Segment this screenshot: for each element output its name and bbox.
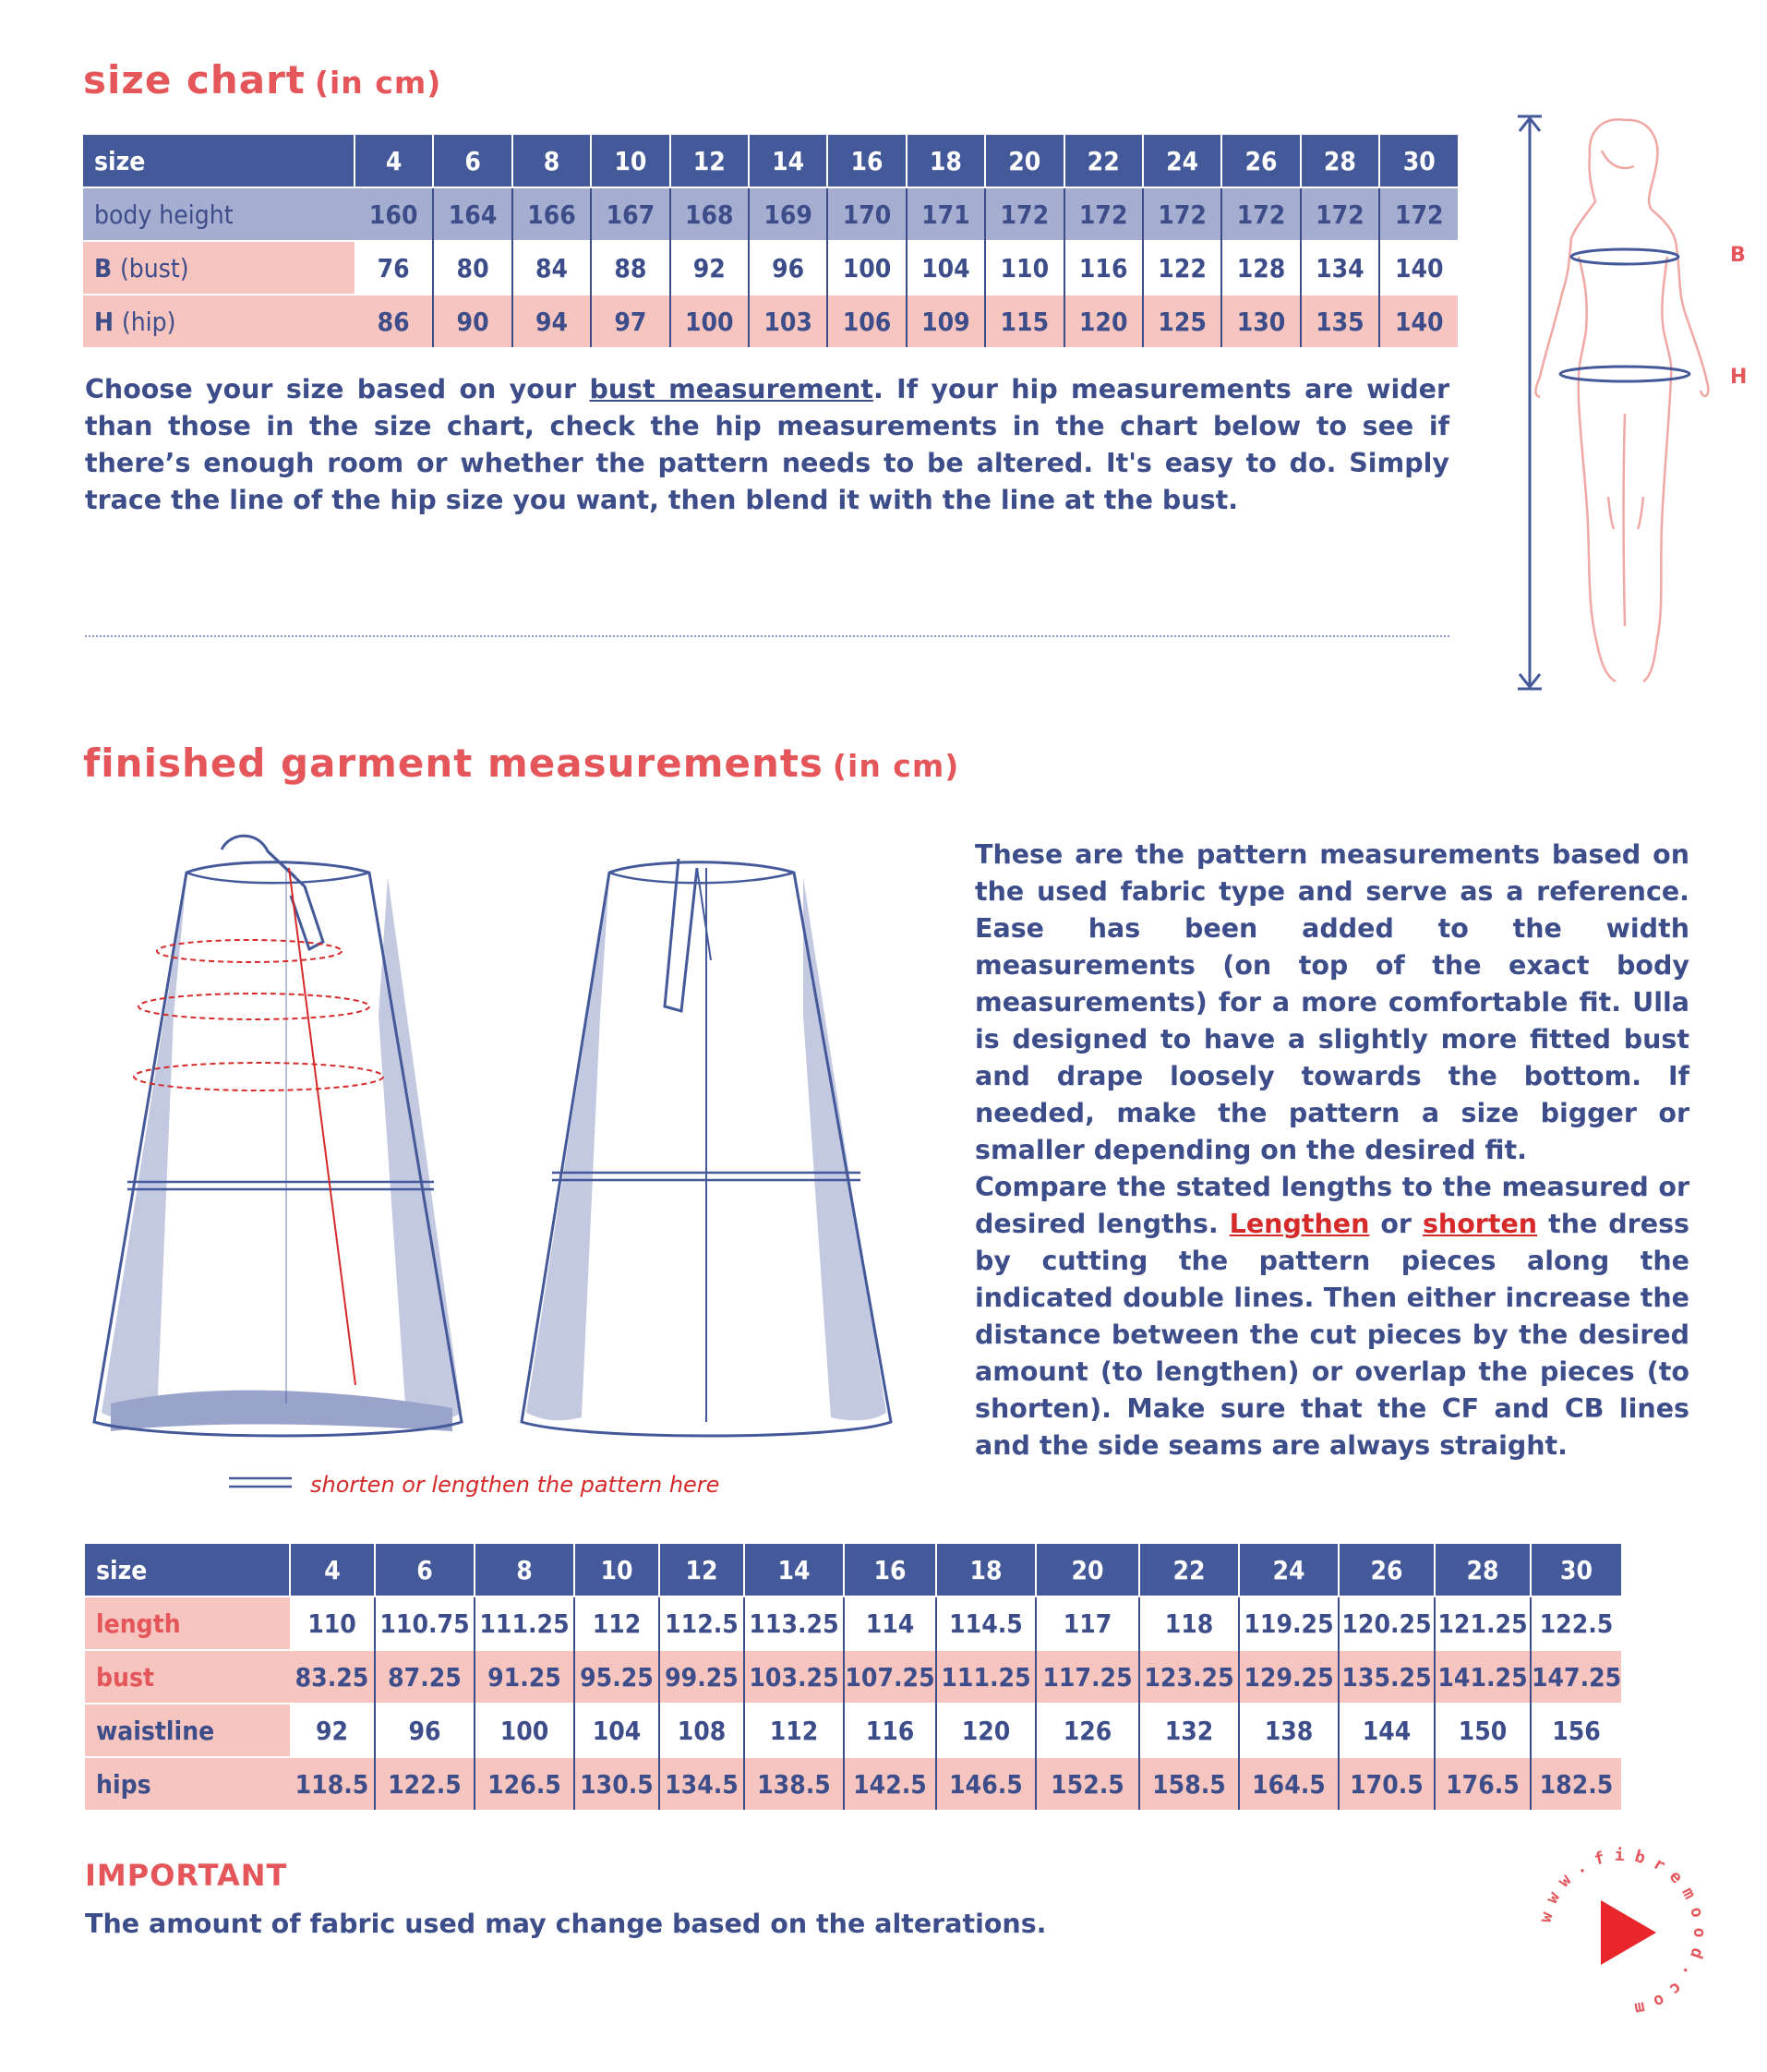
cell: 171 (907, 187, 985, 241)
cell: 147.25 (1531, 1650, 1621, 1704)
size-col: 6 (375, 1544, 475, 1596)
cell: 122 (1143, 241, 1221, 295)
cell: 83.25 (290, 1650, 375, 1704)
cell: 167 (591, 187, 669, 241)
cell: 112 (574, 1596, 659, 1650)
size-col: 8 (512, 135, 591, 187)
cell: 76 (355, 241, 433, 295)
row-label-main: B (94, 252, 113, 283)
row-label (83, 295, 355, 347)
cell: 134.5 (659, 1757, 744, 1810)
cell: 107.25 (844, 1650, 936, 1704)
cell: 120.25 (1339, 1596, 1435, 1650)
size-col: 20 (985, 135, 1064, 187)
cell: 152.5 (1036, 1757, 1139, 1810)
cell: 170.5 (1339, 1757, 1435, 1810)
garment-table (85, 1544, 1621, 1810)
cell: 86 (355, 295, 433, 347)
cell: 158.5 (1139, 1757, 1239, 1810)
cell: 119.25 (1239, 1596, 1339, 1650)
cell: 120 (1064, 295, 1143, 347)
cell: 164 (433, 187, 511, 241)
size-col: 28 (1301, 135, 1379, 187)
bust-line (1571, 249, 1678, 264)
cell: 138.5 (744, 1757, 844, 1810)
logo-text: www.fibremood.com (1535, 1845, 1710, 2020)
hips-row (85, 1757, 1621, 1810)
row-label: length (85, 1596, 290, 1650)
fibremood-logo[interactable] (1525, 1836, 1719, 2030)
para2-text: or (1369, 1209, 1423, 1239)
cell: 146.5 (936, 1757, 1036, 1810)
waistline-row (85, 1704, 1621, 1757)
cell: 110 (985, 241, 1064, 295)
cell: 92 (670, 241, 749, 295)
cell: 169 (749, 187, 827, 241)
cell: 116 (1064, 241, 1143, 295)
cell: 182.5 (1531, 1757, 1621, 1810)
lengthen-link[interactable]: Lengthen (1229, 1209, 1370, 1239)
size-col: 22 (1064, 135, 1143, 187)
size-col: 14 (749, 135, 827, 187)
cell: 176.5 (1435, 1757, 1531, 1810)
row-label: bust (85, 1650, 290, 1704)
size-col: 28 (1435, 1544, 1531, 1596)
cell: 135.25 (1339, 1650, 1435, 1704)
section-divider (85, 635, 1449, 637)
cell: 117 (1036, 1596, 1139, 1650)
cell: 113.25 (744, 1596, 844, 1650)
cell: 126 (1036, 1704, 1139, 1757)
cell: 118.5 (290, 1757, 375, 1810)
cell: 100 (827, 241, 906, 295)
cell: 115 (985, 295, 1064, 347)
cell: 96 (749, 241, 827, 295)
cell: 140 (1379, 295, 1458, 347)
size-col: 16 (844, 1544, 936, 1596)
cell: 140 (1379, 241, 1458, 295)
garment-header-row (85, 1544, 1621, 1596)
cell: 172 (1301, 187, 1379, 241)
size-header-label: size (83, 135, 355, 187)
cell: 99.25 (659, 1650, 744, 1704)
hip-row (83, 295, 1458, 347)
cell: 84 (512, 241, 591, 295)
para2-text: Compare the stated lengths to the measured or desired lengths. (975, 1172, 1689, 1239)
cell: 92 (290, 1704, 375, 1757)
dress-back-drawing (517, 831, 914, 1440)
row-label-main: H (94, 306, 114, 337)
size-col: 8 (475, 1544, 574, 1596)
size-col: 18 (936, 1544, 1036, 1596)
cell: 122.5 (1531, 1596, 1621, 1650)
hip-marker-label: H (1730, 366, 1748, 389)
cell: 104 (574, 1704, 659, 1757)
cell: 134 (1301, 241, 1379, 295)
size-col: 20 (1036, 1544, 1139, 1596)
cell: 120 (936, 1704, 1036, 1757)
cell: 97 (591, 295, 669, 347)
cell: 126.5 (475, 1757, 574, 1810)
size-col: 12 (670, 135, 749, 187)
cell: 130 (1221, 295, 1300, 347)
cell: 108 (659, 1704, 744, 1757)
body-height-row (83, 187, 1458, 241)
size-chart-table (83, 135, 1458, 347)
cell: 95.25 (574, 1650, 659, 1704)
size-col: 30 (1379, 135, 1458, 187)
size-col: 10 (574, 1544, 659, 1596)
size-advice-text: Choose your size based on your (85, 374, 590, 404)
cell: 172 (1143, 187, 1221, 241)
cell: 87.25 (375, 1650, 475, 1704)
cell: 117.25 (1036, 1650, 1139, 1704)
cell: 104 (907, 241, 985, 295)
cell: 168 (670, 187, 749, 241)
body-outline (1535, 119, 1708, 681)
para2-text: the dress by cutting the pattern pieces along the indicated double lines. Then either increase the distance between the cut pieces by the desired amount (to lengthen) or overlap the pieces (to shorten). Make sure that the CF and CB lines and the side seams are always straight. (975, 1209, 1689, 1461)
body-figure (1505, 109, 1736, 700)
size-col: 26 (1339, 1544, 1435, 1596)
size-col: 4 (355, 135, 433, 187)
cell: 103 (749, 295, 827, 347)
cell: 94 (512, 295, 591, 347)
cell: 110 (290, 1596, 375, 1650)
cell: 114.5 (936, 1596, 1036, 1650)
cell: 156 (1531, 1704, 1621, 1757)
size-advice-text-cont: . If your hip measurements are wider than those in the size chart, check the hip measurements in the chart below to see if there’s enough room or whether the pattern needs to be altered. It's easy to do. Simply trace the line of the hip size you want, then blend it with the line at the bust. (85, 374, 1449, 515)
cell: 138 (1239, 1704, 1339, 1757)
cell: 172 (1064, 187, 1143, 241)
cell: 132 (1139, 1704, 1239, 1757)
size-col: 16 (827, 135, 906, 187)
cell: 103.25 (744, 1650, 844, 1704)
important-title: IMPORTANT (85, 1858, 288, 1893)
size-col: 6 (433, 135, 511, 187)
cell: 164.5 (1239, 1757, 1339, 1810)
size-col: 4 (290, 1544, 375, 1596)
row-label (83, 241, 355, 295)
important-text: The amount of fabric used may change based on the alterations. (85, 1909, 1047, 1939)
cell: 130.5 (574, 1757, 659, 1810)
size-col: 24 (1239, 1544, 1339, 1596)
play-icon (1601, 1900, 1656, 1965)
cell: 116 (844, 1704, 936, 1757)
size-col: 30 (1531, 1544, 1621, 1596)
cell: 166 (512, 187, 591, 241)
cell: 129.25 (1239, 1650, 1339, 1704)
cell: 114 (844, 1596, 936, 1650)
size-col: 14 (744, 1544, 844, 1596)
cell: 111.25 (475, 1596, 574, 1650)
length-row (85, 1596, 1621, 1650)
size-header-label: size (85, 1544, 290, 1596)
cell: 80 (433, 241, 511, 295)
shorten-link[interactable]: shorten (1422, 1209, 1538, 1239)
cell: 109 (907, 295, 985, 347)
cell: 172 (985, 187, 1064, 241)
size-col: 22 (1139, 1544, 1239, 1596)
size-col: 10 (591, 135, 669, 187)
cell: 100 (670, 295, 749, 347)
cell: 96 (375, 1704, 475, 1757)
bust-measurement-link[interactable]: bust measurement (589, 374, 873, 404)
garment-heading (83, 741, 959, 786)
cell: 142.5 (844, 1757, 936, 1810)
size-chart-header-row (83, 135, 1458, 187)
cell: 110.75 (375, 1596, 475, 1650)
size-chart-title: size chart (83, 57, 306, 102)
dress-front-drawing (83, 831, 480, 1440)
cell: 123.25 (1139, 1650, 1239, 1704)
cell: 150 (1435, 1704, 1531, 1757)
cell: 111.25 (936, 1650, 1036, 1704)
size-chart-heading (83, 57, 441, 102)
double-line-legend-icon (227, 1474, 294, 1492)
cell: 172 (1221, 187, 1300, 241)
bust-row (83, 241, 1458, 295)
size-chart-unit: (in cm) (314, 65, 442, 101)
row-label: body height (83, 187, 355, 241)
cell: 91.25 (475, 1650, 574, 1704)
cell: 144 (1339, 1704, 1435, 1757)
size-col: 18 (907, 135, 985, 187)
legend-text: shorten or lengthen the pattern here (310, 1472, 720, 1498)
row-label-sub: (hip) (121, 306, 176, 337)
cell: 121.25 (1435, 1596, 1531, 1650)
cell: 125 (1143, 295, 1221, 347)
cell: 112.5 (659, 1596, 744, 1650)
cell: 160 (355, 187, 433, 241)
bust-marker-label: B (1730, 244, 1746, 267)
garment-paragraph-2 (975, 1169, 1689, 1464)
cell: 100 (475, 1704, 574, 1757)
garment-title: finished garment measurements (83, 741, 823, 786)
size-col: 26 (1221, 135, 1300, 187)
garment-paragraph-1: These are the pattern measurements based on the used fabric type and serve as a reference. Ease has been added to the width measurements (on top of the exact body measurements) for a more comfortable fit. Ulla is designed to have a slightly more fitted bust and drape loosely towards the bottom. If needed, make the pattern a size bigger or smaller depending on the desired fit. (975, 839, 1689, 1165)
cell: 106 (827, 295, 906, 347)
cell: 88 (591, 241, 669, 295)
cell: 90 (433, 295, 511, 347)
height-arrow (1518, 116, 1542, 689)
cell: 141.25 (1435, 1650, 1531, 1704)
cell: 112 (744, 1704, 844, 1757)
size-advice-paragraph (85, 371, 1449, 519)
row-label-sub: (bust) (119, 252, 189, 283)
cell: 128 (1221, 241, 1300, 295)
size-col: 12 (659, 1544, 744, 1596)
bust-row (85, 1650, 1621, 1704)
size-col: 24 (1143, 135, 1221, 187)
cell: 122.5 (375, 1757, 475, 1810)
row-label: waistline (85, 1704, 290, 1757)
cell: 118 (1139, 1596, 1239, 1650)
garment-unit: (in cm) (832, 748, 960, 784)
cell: 172 (1379, 187, 1458, 241)
row-label: hips (85, 1757, 290, 1810)
cell: 170 (827, 187, 906, 241)
cell: 135 (1301, 295, 1379, 347)
